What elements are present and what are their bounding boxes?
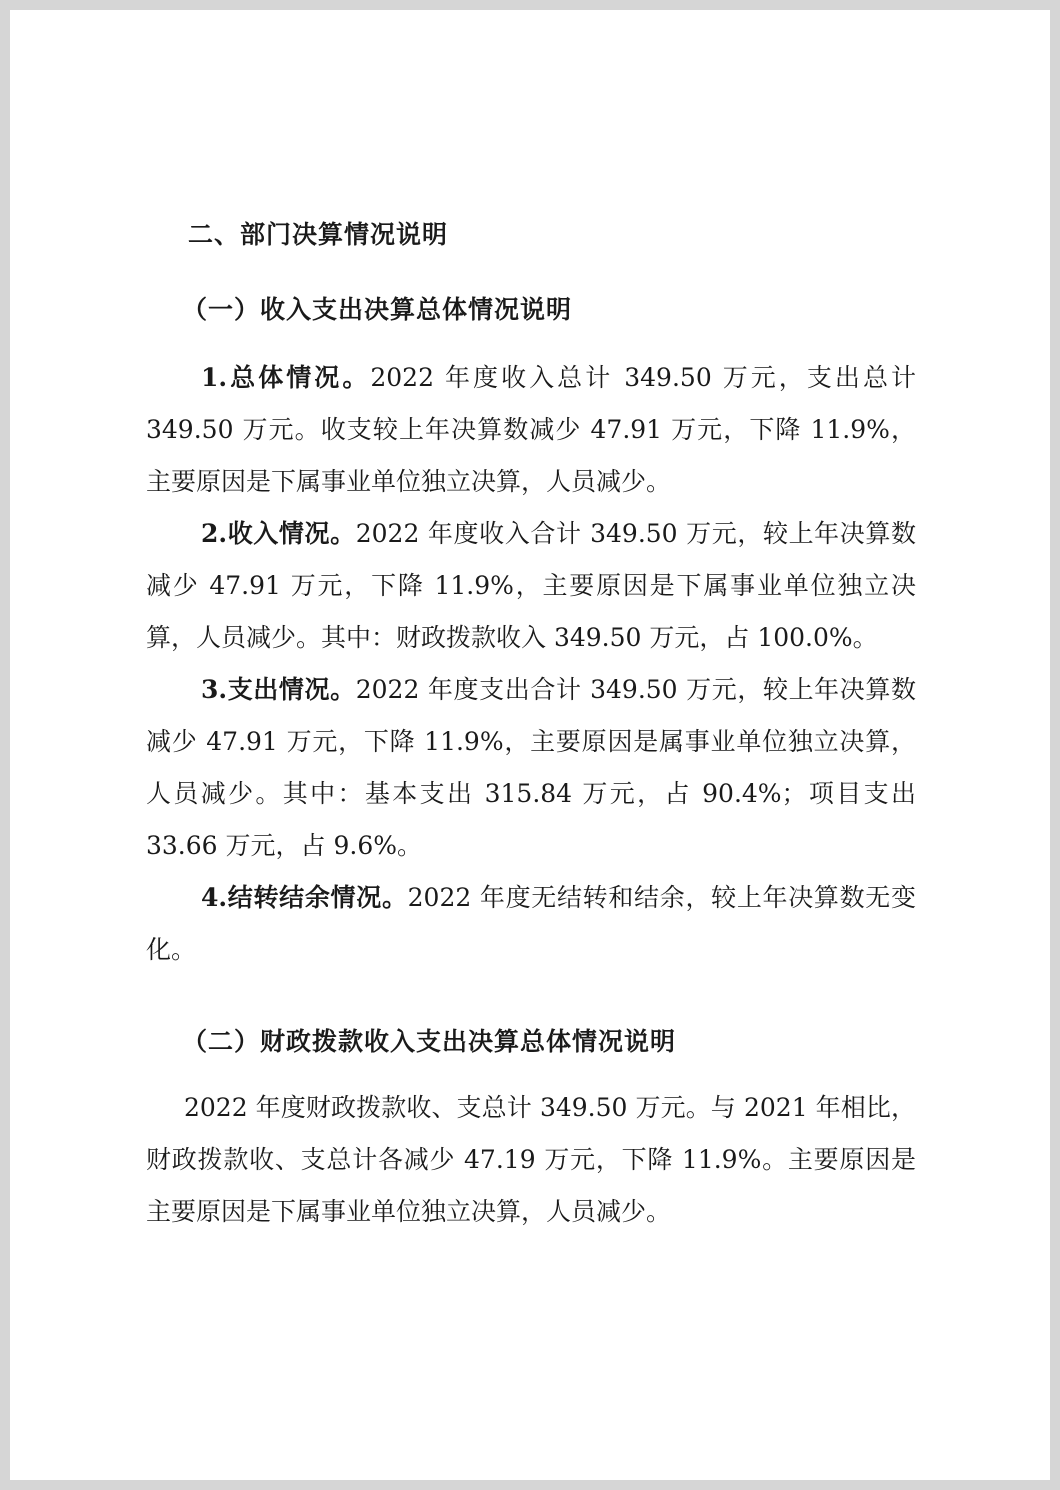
- paragraph-overall: [146, 352, 916, 508]
- paragraph-fiscal: [146, 1082, 916, 1238]
- subsection-heading-1: （一）收入支出决算总体情况说明: [182, 295, 573, 324]
- paragraph-income: [146, 508, 916, 664]
- paragraph-text: 2022 年度支出合计 349.50 万元，较上年决算数减少 47.91 万元，下降 11.9%，主要原因是属事业单位独立决算，人员减少。其中：基本支出 315.84 万元，占 90.4%；项目支出 33.66 万元，占 9.6%。: [146, 675, 916, 860]
- paragraph-lead: 4.结转结余情况。: [201, 883, 408, 912]
- paragraph-text: 2022 年度财政拨款收、支总计 349.50 万元。与 2021 年相比，财政拨款收、支总计各减少 47.19 万元，下降 11.9%。主要原因是主要原因是下属事业单位独立决算，人员减少。: [146, 1093, 916, 1226]
- section-heading: 二、部门决算情况说明: [188, 220, 449, 249]
- paragraph-lead: 3.支出情况。: [201, 675, 356, 704]
- document-page: [10, 10, 1050, 1480]
- paragraph-expenditure: [146, 664, 916, 872]
- paragraph-lead: 1.总体情况。: [201, 363, 371, 392]
- paragraph-text: 2022 年度无结转和结余，较上年决算数无变化。: [146, 883, 916, 964]
- subsection-heading-2: （二）财政拨款收入支出决算总体情况说明: [182, 1027, 677, 1056]
- paragraph-text: 2022 年度收入总计 349.50 万元，支出总计 349.50 万元。收支较上年决算数减少 47.91 万元，下降 11.9%，主要原因是下属事业单位独立决算，人员减少。: [146, 363, 916, 496]
- paragraph-carryover: [146, 872, 916, 976]
- paragraph-lead: 2.收入情况。: [201, 519, 356, 548]
- paragraph-text: 2022 年度收入合计 349.50 万元，较上年决算数减少 47.91 万元，下降 11.9%，主要原因是下属事业单位独立决算，人员减少。其中：财政拨款收入 349.50 万元，占 100.0%。: [146, 519, 916, 652]
